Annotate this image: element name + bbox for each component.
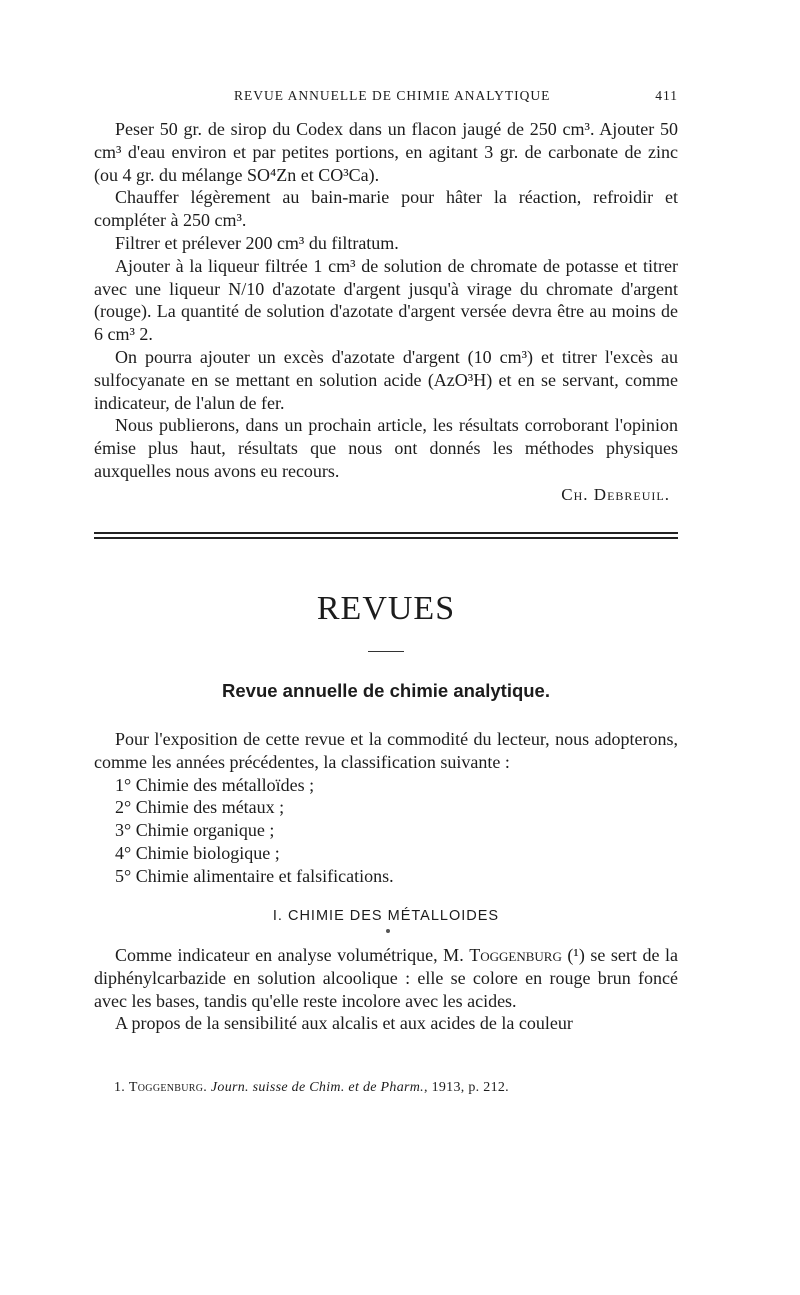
- paragraph: A propos de la sensibilité aux alcalis et aux acides de la couleur: [115, 1013, 573, 1034]
- footnote-ref: (¹): [567, 945, 585, 965]
- paragraph: Comme indicateur en analyse volumétrique, M. Toggenburg (¹) se sert de la diphénylcarbazide en solution alcoolique : elle se colore en rouge brun foncé avec les bases, tandis qu'elle reste incolore avec les acides.: [94, 945, 679, 1011]
- paragraph: Chauffer légèrement au bain-marie pour hâter la réaction, refroidir et compléter à 250 cm³.: [94, 187, 678, 231]
- list-item: 4° Chimie biologique ;: [115, 842, 280, 863]
- section-title: REVUES: [316, 590, 456, 627]
- article-end: [94, 118, 678, 505]
- running-title: REVUE ANNUELLE DE CHIMIE ANALYTIQUE: [234, 88, 551, 103]
- footnote-number: 1.: [114, 1080, 126, 1095]
- page-number: 411: [655, 88, 678, 103]
- list-item: 3° Chimie organique ;: [115, 820, 275, 841]
- paragraph: Peser 50 gr. de sirop du Codex dans un flacon jaugé de 250 cm³. Ajouter 50 cm³ d'eau environ et par petites portions, en agitant 3 gr. de carbonate de zinc (ou 4 gr. du mélange SO⁴Zn et CO³Ca).: [94, 119, 678, 185]
- ornament-dot: [386, 929, 390, 933]
- signature: Ch. Debreuil.: [561, 484, 670, 504]
- paragraph: On pourra ajouter un excès d'azotate d'argent (10 cm³) et titrer l'excès au sulfocyanate en se mettant en solution acide (AzO³H) et en se servant, comme indicateur, de l'alun de fer.: [94, 346, 678, 413]
- list-item: 1° Chimie des métalloïdes ;: [115, 774, 315, 795]
- section-heading: I. CHIMIE DES MÉTALLOIDES: [272, 908, 500, 924]
- list-item: 2° Chimie des métaux ;: [115, 797, 285, 818]
- author-name: Toggenburg: [469, 945, 562, 965]
- short-divider: [368, 651, 404, 652]
- footnote-author: Toggenburg.: [128, 1080, 208, 1095]
- footnote-rest: , 1913, p. 212.: [423, 1080, 509, 1095]
- list-item: 5° Chimie alimentaire et falsifications.: [115, 865, 394, 886]
- paragraph: Filtrer et prélever 200 cm³ du filtratum.: [115, 232, 399, 253]
- intro-paragraph: Pour l'exposition de cette revue et la commodité du lecteur, nous adopterons, comme les années précédentes, la classification suivante :: [94, 729, 678, 772]
- review-intro: [94, 728, 678, 888]
- paragraph: Ajouter à la liqueur filtrée 1 cm³ de solution de chromate de potasse et titrer avec une liqueur N/10 d'azotate d'argent jusqu'à virage du chromate d'argent (rouge). La quantité de solution d'azotate d'argent versée devra être au moins de 6 cm³ 2.: [94, 255, 678, 345]
- review-subtitle: Revue annuelle de chimie analytique.: [222, 680, 550, 701]
- footnote-journal: Journ. suisse de Chim. et de Pharm.: [210, 1080, 424, 1095]
- paragraph: Nous publierons, dans un prochain article, les résultats corroborant l'opinion émise plus haut, résultats que nous ont donnés les méthodes physiques auxquelles nous avons eu recours.: [94, 415, 678, 481]
- section-body: [94, 944, 678, 1035]
- classification-list: [94, 774, 678, 888]
- double-rule: [94, 532, 678, 539]
- footnote: [114, 1080, 674, 1096]
